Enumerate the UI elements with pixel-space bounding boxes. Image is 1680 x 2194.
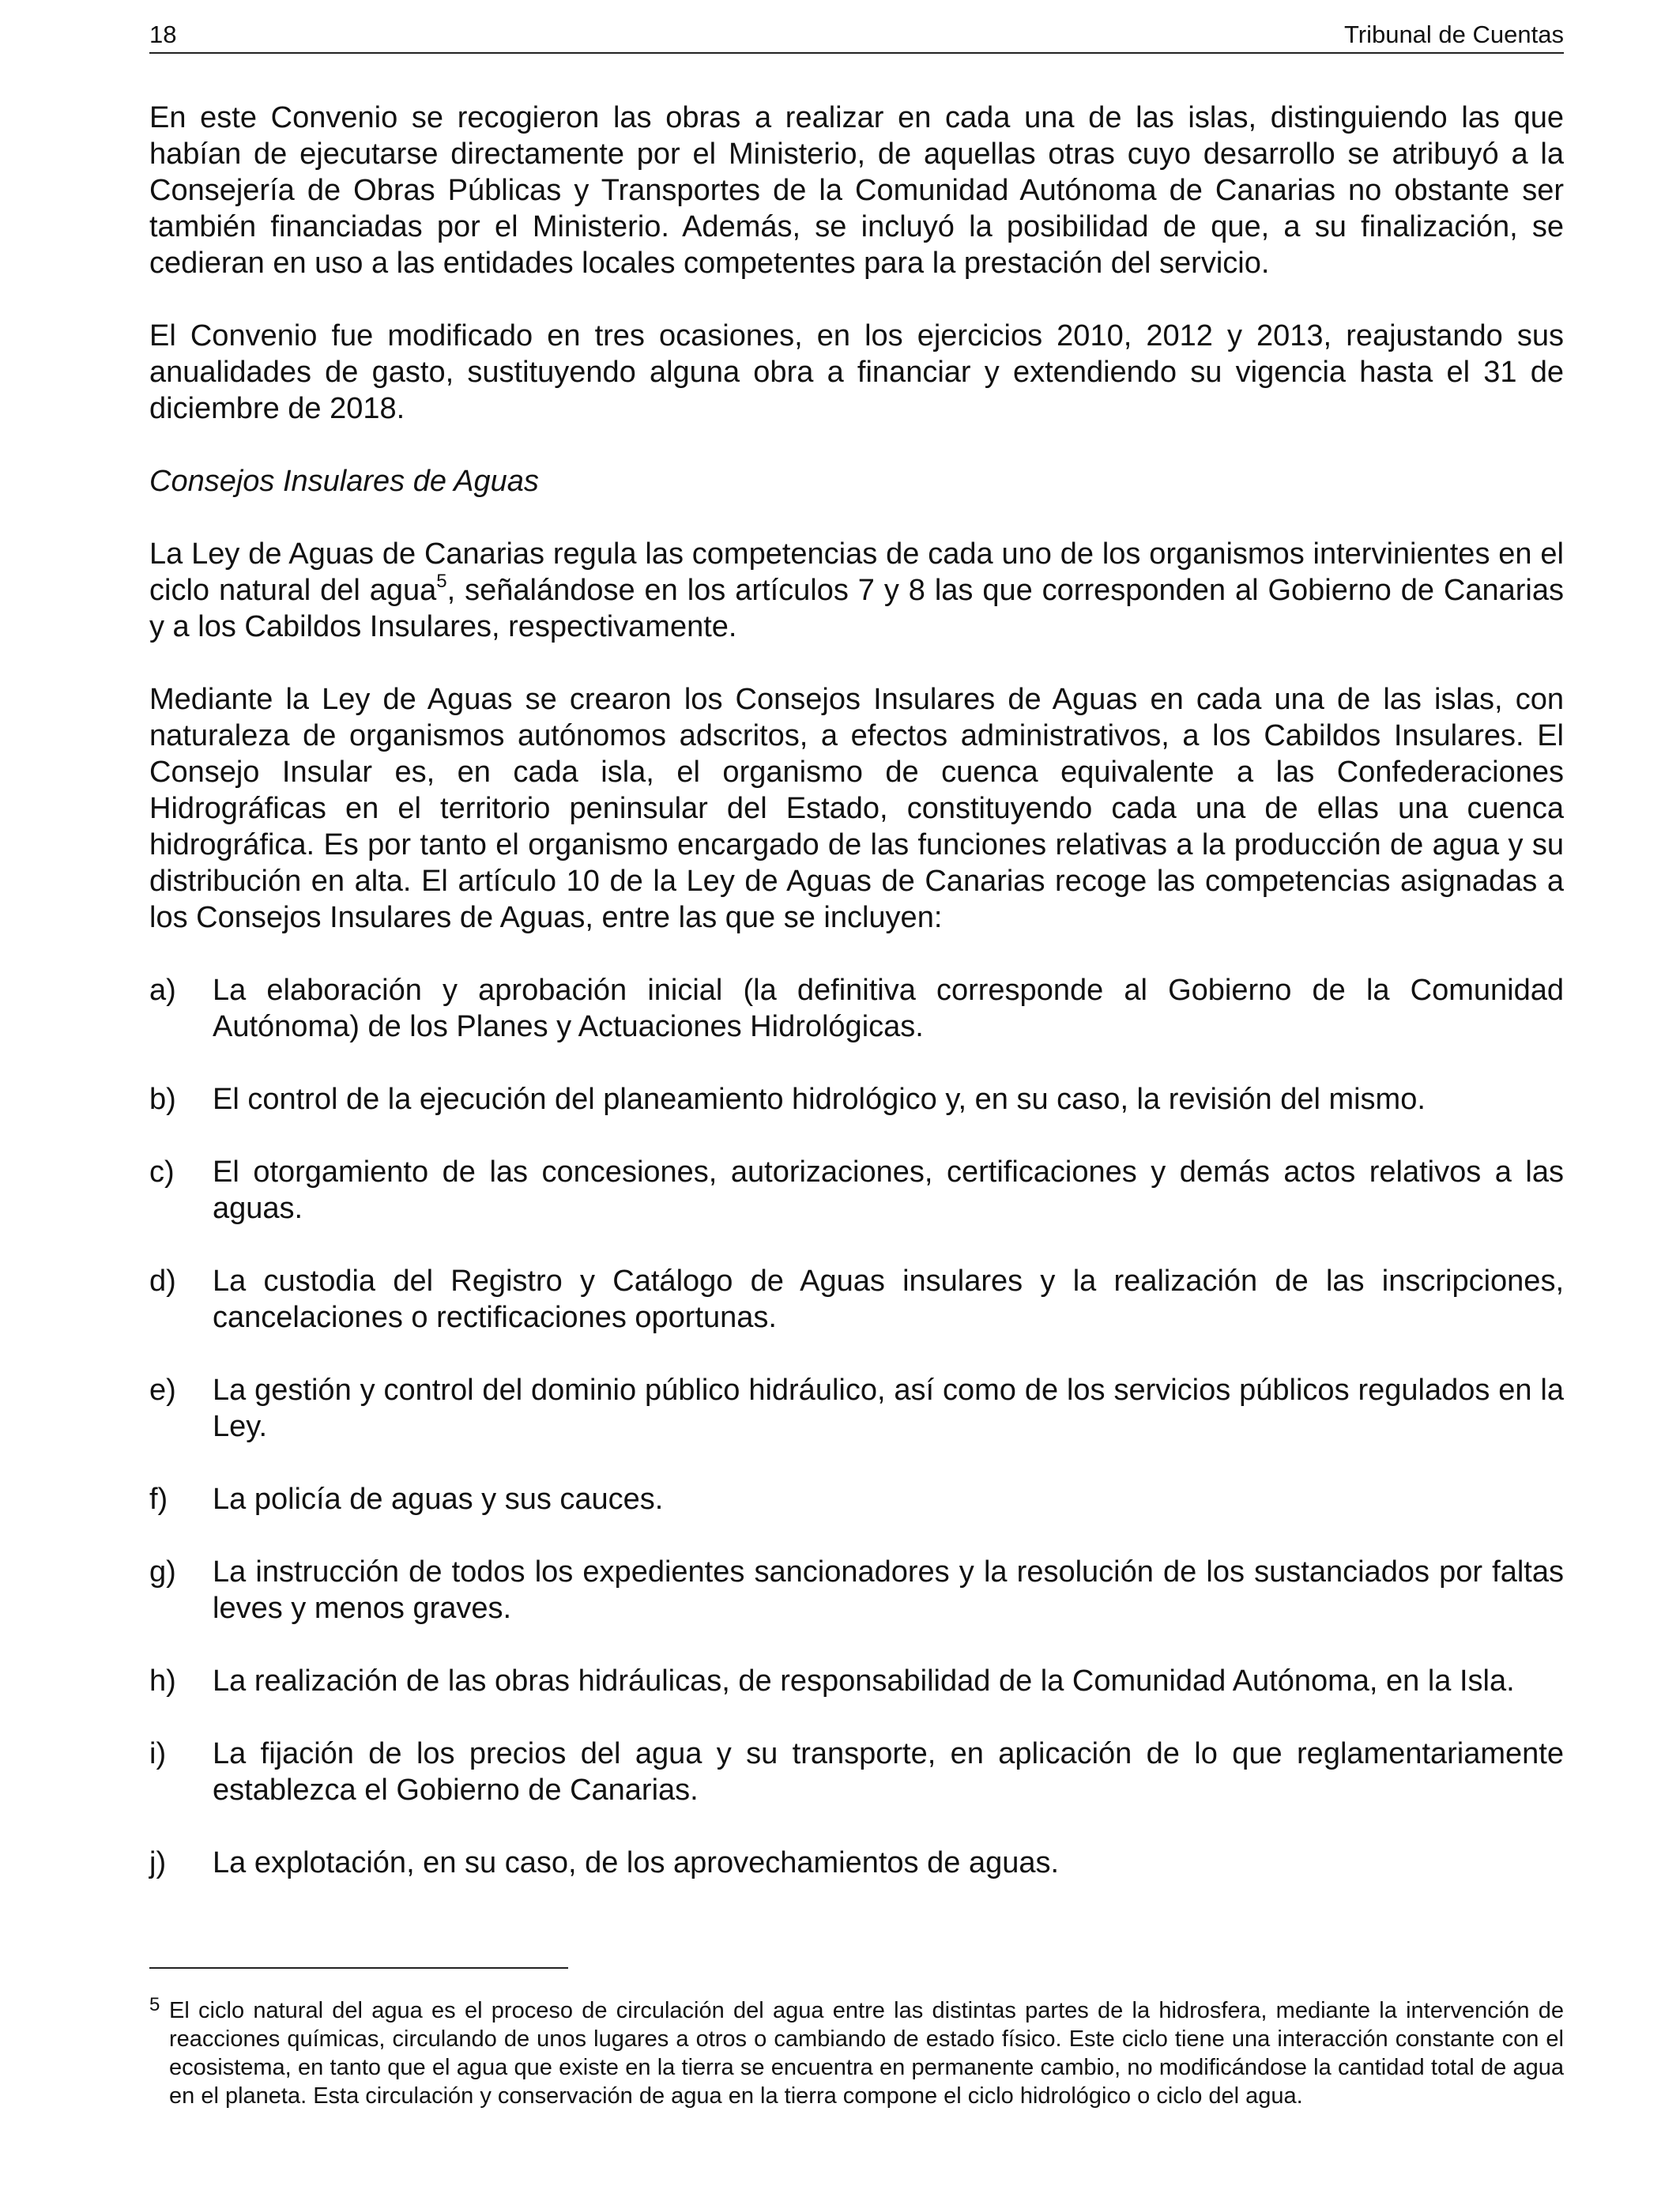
list-item: [149, 1263, 1564, 1336]
list-item: [149, 1481, 1564, 1517]
paragraph-convenio-modificaciones: El Convenio fue modificado en tres ocasiones, en los ejercicios 2010, 2012 y 2013, reajustando sus anualidades de gasto, sustituyendo alguna obra a financiar y extendiendo su vigencia hasta el 31 de diciembre de 2018.: [149, 319, 1564, 425]
list-item-text: La realización de las obras hidráulicas, de responsabilidad de la Comunidad Autónoma, en la Isla.: [213, 1664, 1515, 1698]
footnote: [149, 1996, 1564, 2110]
list-item: [149, 972, 1564, 1045]
paragraph-convenio-obras: En este Convenio se recogieron las obras a realizar en cada una de las islas, distinguiendo las que habían de ejecutarse directamente por el Ministerio, de aquellas otras cuyo desarrollo se atribuyó a la Consejería de Obras Públicas y Transportes de la Comunidad Autónoma de Canarias no obstante ser también financiadas por el Ministerio. Además, se incluyó la posibilidad de que, a su finalización, se cedieran en uso a las entidades locales competentes para la prestación del servicio.: [149, 101, 1564, 280]
page-number: 18: [149, 21, 177, 48]
footnote-separator: [149, 1967, 568, 1969]
list-marker: i): [149, 1737, 167, 1770]
list-item-text: La instrucción de todos los expedientes sancionadores y la resolución de los sustanciados por faltas leves y menos graves.: [213, 1555, 1564, 1625]
list-marker: b): [149, 1083, 176, 1116]
list-marker: h): [149, 1664, 176, 1698]
footnote-reference: 5: [436, 571, 447, 592]
list-marker: e): [149, 1374, 176, 1407]
footnote-marker: 5: [149, 1994, 160, 2015]
list-item: [149, 1081, 1564, 1118]
list-marker: a): [149, 974, 176, 1007]
paragraph-consejos-insulares: Mediante la Ley de Aguas se crearon los Consejos Insulares de Aguas en cada una de las islas, con naturaleza de organismos autónomos adscritos, a efectos administrativos, a los Cabildos Insulares. El Consejo Insular es, en cada isla, el organismo de cuenca equivalente a las Confederaciones Hidrográficas en el territorio peninsular del Estado, constituyendo cada una de ellas una cuenca hidrográfica. Es por tanto el organismo encargado de las funciones relativas a la producción de agua y su distribución en alta. El artículo 10 de la Ley de Aguas de Canarias recoge las competencias asignadas a los Consejos Insulares de Aguas, entre las que se incluyen:: [149, 683, 1564, 934]
list-item: [149, 1845, 1564, 1881]
paragraph-ley-aguas: [149, 536, 1564, 645]
list-item-text: La gestión y control del dominio público hidráulico, así como de los servicios públicos regulados en la Ley.: [213, 1374, 1564, 1443]
list-marker: f): [149, 1483, 168, 1516]
list-item-text: El otorgamiento de las concesiones, autorizaciones, certificaciones y demás actos relativos a las aguas.: [213, 1155, 1564, 1225]
list-item-text: La elaboración y aprobación inicial (la definitiva corresponde al Gobierno de la Comunidad Autónoma) de los Planes y Actuaciones Hidrológicas.: [213, 974, 1564, 1043]
list-marker: c): [149, 1155, 175, 1189]
list-item-text: La fijación de los precios del agua y su transporte, en aplicación de lo que reglamentariamente establezca el Gobierno de Canarias.: [213, 1737, 1564, 1807]
list-item: [149, 1554, 1564, 1627]
section-subtitle: Consejos Insulares de Aguas: [149, 465, 539, 498]
competencias-list: [149, 972, 1564, 1881]
header-organization: Tribunal de Cuentas: [1343, 21, 1564, 48]
list-item: [149, 1372, 1564, 1445]
list-item: [149, 1736, 1564, 1808]
page-header: [149, 16, 1564, 54]
paragraph-ley-aguas-text-end: , señalándose en los artículos 7 y 8 las que corresponden al Gobierno de Canarias y a los Cabildos Insulares, respectivamente.: [149, 574, 1564, 643]
list-item-text: La custodia del Registro y Catálogo de Aguas insulares y la realización de las inscripciones, cancelaciones o rectificaciones oportunas.: [213, 1265, 1564, 1334]
list-item: [149, 1154, 1564, 1227]
list-marker: j): [149, 1846, 167, 1879]
page-body: [149, 100, 1564, 1917]
list-item-text: El control de la ejecución del planeamiento hidrológico y, en su caso, la revisión del mismo.: [213, 1083, 1426, 1116]
list-marker: d): [149, 1265, 176, 1298]
list-marker: g): [149, 1555, 176, 1589]
list-item-text: La explotación, en su caso, de los aprovechamientos de aguas.: [213, 1846, 1060, 1879]
list-item-text: La policía de aguas y sus cauces.: [213, 1483, 664, 1516]
footnote-text: El ciclo natural del agua es el proceso de circulación del agua entre las distintas partes de la hidrosfera, mediante la intervención de reacciones químicas, circulando de unos lugares a otros o cambiando de estado físico. Este ciclo tiene una interacción constante con el ecosistema, en tanto que el agua que existe en la tierra se encuentra en permanente cambio, no modificándose la cantidad total de agua en el planeta. Esta circulación y conservación de agua en la tierra compone el ciclo hidrológico o ciclo del agua.: [169, 1998, 1564, 2109]
list-item: [149, 1663, 1564, 1699]
paragraph-ley-aguas-text-start: La Ley de Aguas de Canarias regula las competencias de cada uno de los organismos intervinientes en el ciclo natural del agua: [149, 537, 1564, 607]
